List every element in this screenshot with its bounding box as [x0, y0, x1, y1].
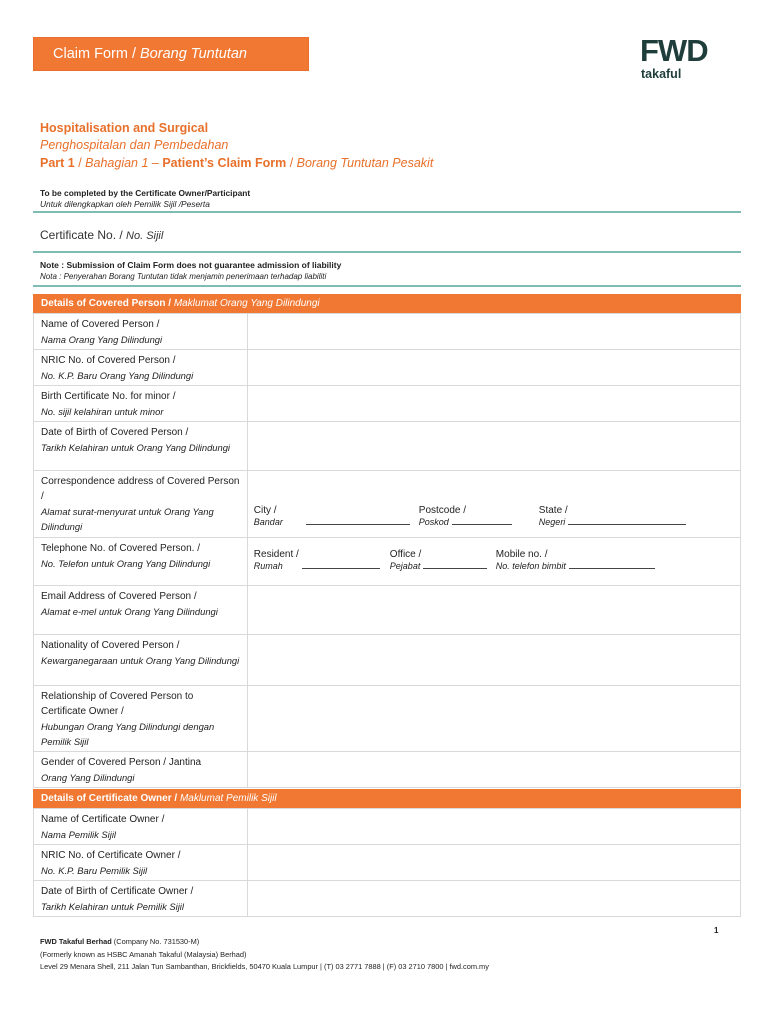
field-label [34, 881, 248, 917]
label-my: Tarikh Kelahiran untuk Orang Yang Dilindungi [41, 442, 231, 453]
liability-note [40, 260, 341, 282]
label-my: Alamat e-mel untuk Orang Yang Dilindungi [41, 606, 218, 617]
state-field[interactable] [539, 505, 686, 528]
patient-form-label-my: Borang Tuntutan Pesakit [296, 156, 434, 170]
certificate-owner-table [33, 808, 741, 917]
section-title-my: Maklumat Pemilik Sijil [179, 793, 277, 804]
label-en: Nationality of Covered Person / [41, 640, 180, 651]
label-my: No. K.P. Baru Pemilik Sijil [41, 865, 148, 876]
section-header-covered-person [33, 294, 741, 313]
section-title-en: Details of Certificate Owner / [41, 793, 180, 804]
footer-formerly: (Formerly known as HSBC Amanah Takaful (Malaysia) Berhad) [40, 949, 247, 959]
postcode-field[interactable] [419, 505, 512, 528]
owner-name-field[interactable] [247, 809, 740, 845]
part-label-my: Bahagian 1 [85, 156, 149, 170]
label-my: No. sijil kelahiran untuk minor [41, 406, 164, 417]
footer-address: Level 29 Menara Shell, 211 Jalan Tun Sambanthan, Brickfields, 50470 Kuala Lumpur | (T) 03 2771 7888 | (F) 03 2710 7800 | fwd.com.my [40, 962, 489, 971]
label-my: No. K.P. Baru Orang Yang Dilindungi [41, 370, 194, 381]
label-my: Alamat surat-menyurat untuk Orang Yang Dilindungi [41, 506, 214, 532]
patient-form-label-en: Patient’s Claim Form [162, 156, 287, 170]
office-phone-field[interactable] [390, 549, 487, 572]
label-en: Name of Certificate Owner / [41, 814, 165, 825]
section-title-en: Details of Covered Person / [41, 298, 174, 309]
table-row [34, 845, 741, 881]
label-my: No. Telefon untuk Orang Yang Dilindungi [41, 558, 211, 569]
nationality-field[interactable] [247, 635, 740, 686]
label-en: Correspondence address of Covered Person / [41, 476, 240, 502]
field-label [34, 314, 248, 350]
state-underline [568, 516, 686, 525]
heading-hospitalisation: Hospitalisation and Surgical [40, 121, 209, 135]
mobile-label-en: Mobile no. / [495, 549, 548, 560]
field-label [34, 686, 248, 752]
note-my: Nota : Penyerahan Borang Tuntutan tidak menjamin penerimaan terhadap liabiliti [40, 272, 327, 281]
office-underline [423, 560, 487, 569]
table-row [34, 635, 741, 686]
field-label [34, 350, 248, 386]
owner-dob-field[interactable] [247, 881, 740, 917]
covered-person-nric-field[interactable] [247, 350, 740, 386]
gender-field[interactable] [247, 752, 740, 788]
divider-rule [33, 285, 741, 287]
completion-instruction [40, 188, 250, 210]
city-field[interactable] [254, 505, 410, 528]
resident-label-my: Rumah [253, 561, 283, 571]
table-row [34, 422, 741, 471]
city-underline [306, 516, 410, 525]
company-name: FWD Takaful Berhad [40, 937, 112, 946]
table-row [34, 350, 741, 386]
mobile-label-my: No. telefon bimbit [495, 561, 566, 571]
logo-text: FWD [640, 33, 708, 68]
form-headings [40, 120, 740, 172]
divider-rule [33, 251, 741, 253]
office-label-en: Office / [389, 549, 422, 560]
email-field[interactable] [247, 586, 740, 635]
part-label-en: Part 1 [40, 156, 75, 170]
resident-underline [302, 560, 380, 569]
office-label-my: Pejabat [389, 561, 421, 571]
covered-person-table [33, 313, 741, 788]
table-row [34, 809, 741, 845]
resident-label-en: Resident / [253, 549, 299, 560]
fwd-takaful-logo [640, 34, 732, 86]
certificate-number-label [40, 228, 163, 242]
field-label [34, 635, 248, 686]
table-row [34, 471, 741, 538]
label-en: Gender of Covered Person / Jantina [41, 757, 202, 768]
form-separator: / [286, 156, 297, 170]
certificate-label-en: Certificate No. / [40, 228, 127, 242]
mobile-underline [569, 560, 655, 569]
footer-company [40, 936, 489, 949]
footer [40, 936, 489, 974]
covered-person-name-field[interactable] [247, 314, 740, 350]
divider-rule [33, 211, 741, 213]
field-label [34, 752, 248, 788]
field-label [34, 809, 248, 845]
telephone-field[interactable] [247, 538, 740, 586]
resident-phone-field[interactable] [254, 549, 380, 572]
form-title-banner [33, 37, 309, 71]
section-header-certificate-owner [33, 789, 741, 808]
heading-penghospitalan: Penghospitalan dan Pembedahan [40, 138, 229, 152]
relationship-field[interactable] [247, 686, 740, 752]
part-separator: / [74, 156, 86, 170]
postcode-label-my: Poskod [418, 517, 449, 527]
note-en: Note : Submission of Claim Form does not guarantee admission of liability [40, 260, 342, 270]
completion-instruction-en: To be completed by the Certificate Owner/Participant [40, 188, 251, 198]
company-number: (Company No. 731530-M) [111, 937, 200, 946]
part-dash: – [148, 156, 163, 170]
label-en: Birth Certificate No. for minor / [41, 391, 176, 402]
label-my: Tarikh Kelahiran untuk Pemilik Sijil [41, 901, 184, 912]
label-my: Nama Orang Yang Dilindungi [41, 334, 163, 345]
label-my: Orang Yang Dilindungi [41, 772, 135, 783]
field-label [34, 386, 248, 422]
city-label-en: City / [253, 505, 277, 516]
correspondence-address-field[interactable] [247, 471, 740, 538]
mobile-phone-field[interactable] [496, 549, 655, 572]
label-en: NRIC No. of Certificate Owner / [41, 850, 181, 861]
page-number: 1 [714, 926, 719, 935]
label-en: Date of Birth of Certificate Owner / [41, 886, 194, 897]
label-en: Email Address of Covered Person / [41, 591, 197, 602]
table-row [34, 386, 741, 422]
certificate-label-my: No. Sijil [126, 230, 164, 242]
state-label-en: State / [538, 505, 568, 516]
table-row [34, 881, 741, 917]
owner-nric-field[interactable] [247, 845, 740, 881]
label-my: Kewarganegaraan untuk Orang Yang Dilindungi [41, 655, 240, 666]
label-en: Date of Birth of Covered Person / [41, 427, 189, 438]
field-label [34, 845, 248, 881]
label-en: NRIC No. of Covered Person / [41, 355, 176, 366]
section-title-my: Maklumat Orang Yang Dilindungi [173, 298, 320, 309]
table-row [34, 314, 741, 350]
table-row [34, 752, 741, 788]
form-title-en: Claim Form / [53, 46, 140, 62]
label-en: Relationship of Covered Person to Certificate Owner / [41, 691, 194, 717]
covered-person-dob-field[interactable] [247, 422, 740, 471]
label-en: Telephone No. of Covered Person. / [41, 543, 200, 554]
postcode-underline [452, 516, 512, 525]
table-row [34, 686, 741, 752]
heading-part1 [40, 154, 740, 172]
label-my: Hubungan Orang Yang Dilindungi dengan Pemilik Sijil [41, 721, 215, 747]
postcode-label-en: Postcode / [418, 505, 467, 516]
table-row [34, 586, 741, 635]
label-en: Name of Covered Person / [41, 319, 160, 330]
city-label-my: Bandar [253, 517, 283, 527]
table-row [34, 538, 741, 586]
field-label [34, 538, 248, 586]
logo-subtext: takaful [641, 67, 682, 81]
completion-instruction-my: Untuk dilengkapkan oleh Pemilik Sijil /Peserta [40, 199, 210, 209]
field-label [34, 471, 248, 538]
form-title-my: Borang Tuntutan [140, 46, 247, 62]
label-my: Nama Pemilik Sijil [41, 829, 117, 840]
state-label-my: Negeri [538, 517, 566, 527]
field-label [34, 422, 248, 471]
field-label [34, 586, 248, 635]
birth-certificate-field[interactable] [247, 386, 740, 422]
